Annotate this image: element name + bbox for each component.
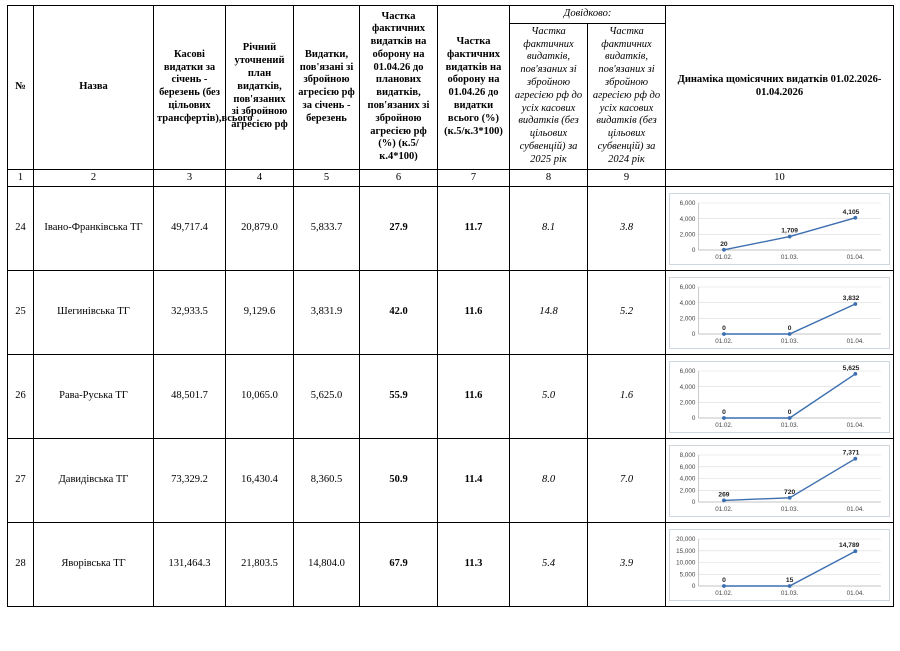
- header-ref-2025: Частка фактичних видатків, пов'язаних зі збройною агресією рф до усіх касових видатків (без цільових субвенцій) за 2025 рік: [510, 23, 588, 169]
- row-num: 25: [8, 271, 34, 355]
- row-num: 24: [8, 187, 34, 271]
- header-monthly-dynamics: Динаміка щомісячних видатків 01.02.2026-01.04.2026: [666, 6, 894, 170]
- svg-text:01.03.: 01.03.: [780, 253, 799, 261]
- row-cash: 48,501.7: [154, 355, 226, 439]
- svg-text:20: 20: [720, 240, 728, 248]
- svg-text:0: 0: [691, 583, 696, 591]
- colnum-1: 1: [8, 169, 34, 187]
- column-number-row: [8, 169, 894, 187]
- table-row: [8, 523, 894, 607]
- row-name: Яворівська ТГ: [34, 523, 154, 607]
- line-chart: [669, 445, 890, 517]
- row-fact: 3,831.9: [294, 271, 360, 355]
- row-num: 28: [8, 523, 34, 607]
- svg-text:1,709: 1,709: [781, 227, 798, 235]
- row-share-plan: 55.9: [360, 355, 438, 439]
- svg-text:0: 0: [722, 576, 726, 584]
- row-chart-cell: [666, 355, 894, 439]
- row-name: Рава-Руська ТГ: [34, 355, 154, 439]
- svg-text:4,000: 4,000: [679, 475, 696, 483]
- svg-text:01.03.: 01.03.: [780, 337, 799, 345]
- row-num: 26: [8, 355, 34, 439]
- row-ref-2024: 7.0: [588, 439, 666, 523]
- row-ref-2025: 8.0: [510, 439, 588, 523]
- svg-text:4,000: 4,000: [679, 215, 696, 223]
- svg-text:6,000: 6,000: [679, 200, 696, 208]
- row-chart-cell: [666, 187, 894, 271]
- row-plan: 16,430.4: [226, 439, 294, 523]
- row-ref-2025: 14.8: [510, 271, 588, 355]
- svg-text:0: 0: [787, 324, 792, 332]
- svg-text:14,789: 14,789: [838, 542, 860, 550]
- colnum-3: 3: [154, 169, 226, 187]
- row-plan: 20,879.0: [226, 187, 294, 271]
- header-war-expenditures: Видатки, пов'язані зі збройною агресією рф за січень - березень: [294, 6, 360, 170]
- colnum-5: 5: [294, 169, 360, 187]
- table-row: [8, 355, 894, 439]
- row-share-total: 11.6: [438, 271, 510, 355]
- svg-text:01.04.: 01.04.: [846, 505, 865, 513]
- svg-text:4,000: 4,000: [679, 299, 696, 307]
- row-share-plan: 67.9: [360, 523, 438, 607]
- row-chart-cell: [666, 271, 894, 355]
- colnum-8: 8: [510, 169, 588, 187]
- svg-text:0: 0: [722, 408, 726, 416]
- line-chart: [669, 277, 890, 349]
- table-body: [8, 187, 894, 607]
- row-fact: 5,625.0: [294, 355, 360, 439]
- svg-text:01.04.: 01.04.: [846, 421, 865, 429]
- line-chart: [669, 193, 890, 265]
- svg-text:8,000: 8,000: [679, 452, 696, 460]
- row-fact: 8,360.5: [294, 439, 360, 523]
- colnum-10: 10: [666, 169, 894, 187]
- svg-text:01.04.: 01.04.: [846, 253, 865, 261]
- row-ref-2024: 3.8: [588, 187, 666, 271]
- svg-text:6,000: 6,000: [679, 284, 696, 292]
- svg-text:7,371: 7,371: [842, 449, 860, 457]
- expenditures-table: [7, 5, 894, 607]
- row-chart-cell: [666, 523, 894, 607]
- row-cash: 49,717.4: [154, 187, 226, 271]
- row-share-total: 11.4: [438, 439, 510, 523]
- row-cash: 32,933.5: [154, 271, 226, 355]
- header-share-of-plan: Частка фактичних видатків на оборону на 01.04.26 до планових видатків, пов'язаних зі збройною агресією рф (%) (к.5/к.4*100): [360, 6, 438, 170]
- svg-text:269: 269: [718, 491, 730, 499]
- row-cash: 73,329.2: [154, 439, 226, 523]
- header-num: №: [8, 6, 34, 170]
- svg-text:3,832: 3,832: [842, 294, 860, 302]
- header-ref-2024: Частка фактичних видатків, пов'язаних зі збройною агресією рф до усіх касових видатків (без цільових субвенцій) за 2024 рік: [588, 23, 666, 169]
- svg-text:20,000: 20,000: [676, 536, 696, 544]
- svg-text:2,000: 2,000: [679, 399, 696, 407]
- row-chart-cell: [666, 439, 894, 523]
- header-name: Назва: [34, 6, 154, 170]
- row-fact: 5,833.7: [294, 187, 360, 271]
- svg-text:2,000: 2,000: [679, 231, 696, 239]
- svg-text:2,000: 2,000: [679, 487, 696, 495]
- colnum-6: 6: [360, 169, 438, 187]
- header-cash-expenditures: Касові видатки за січень - березень (без цільових трансфертів),всього: [154, 6, 226, 170]
- svg-text:5,625: 5,625: [842, 364, 860, 372]
- line-chart: [669, 361, 890, 433]
- svg-text:0: 0: [722, 324, 726, 332]
- row-ref-2025: 5.0: [510, 355, 588, 439]
- row-ref-2024: 1.6: [588, 355, 666, 439]
- row-share-plan: 50.9: [360, 439, 438, 523]
- svg-text:01.02.: 01.02.: [715, 589, 733, 597]
- svg-text:01.02.: 01.02.: [715, 421, 733, 429]
- svg-text:15: 15: [785, 576, 794, 584]
- svg-text:6,000: 6,000: [679, 368, 696, 376]
- svg-text:2,000: 2,000: [679, 315, 696, 323]
- svg-text:0: 0: [691, 415, 696, 423]
- row-num: 27: [8, 439, 34, 523]
- svg-text:10,000: 10,000: [676, 559, 696, 567]
- row-ref-2025: 8.1: [510, 187, 588, 271]
- row-share-plan: 42.0: [360, 271, 438, 355]
- svg-text:4,105: 4,105: [842, 208, 860, 216]
- svg-text:01.03.: 01.03.: [780, 589, 799, 597]
- row-ref-2025: 5.4: [510, 523, 588, 607]
- svg-text:0: 0: [787, 408, 792, 416]
- svg-text:15,000: 15,000: [676, 547, 696, 555]
- row-name: Івано-Франківська ТГ: [34, 187, 154, 271]
- row-share-total: 11.7: [438, 187, 510, 271]
- svg-text:01.02.: 01.02.: [715, 253, 733, 261]
- row-fact: 14,804.0: [294, 523, 360, 607]
- table-row: [8, 271, 894, 355]
- header-dovidkovo: Довідково:: [510, 6, 666, 24]
- svg-text:5,000: 5,000: [679, 571, 696, 579]
- line-chart: [669, 529, 890, 601]
- row-name: Шегинівська ТГ: [34, 271, 154, 355]
- svg-text:0: 0: [691, 247, 696, 255]
- row-plan: 9,129.6: [226, 271, 294, 355]
- svg-text:0: 0: [691, 331, 696, 339]
- row-plan: 21,803.5: [226, 523, 294, 607]
- row-name: Давидівська ТГ: [34, 439, 154, 523]
- header-share-of-total: Частка фактичних видатків на оборону на 01.04.26 до видатки всього (%) (к.5/к.3*100): [438, 6, 510, 170]
- svg-text:01.03.: 01.03.: [780, 421, 799, 429]
- colnum-7: 7: [438, 169, 510, 187]
- svg-text:720: 720: [784, 488, 796, 496]
- row-plan: 10,065.0: [226, 355, 294, 439]
- row-share-plan: 27.9: [360, 187, 438, 271]
- row-ref-2024: 3.9: [588, 523, 666, 607]
- row-ref-2024: 5.2: [588, 271, 666, 355]
- svg-text:0: 0: [691, 499, 696, 507]
- colnum-9: 9: [588, 169, 666, 187]
- colnum-4: 4: [226, 169, 294, 187]
- header-annual-plan: Річний уточнений план видатків, пов'язаних зі збройною агресією рф: [226, 6, 294, 170]
- svg-text:01.02.: 01.02.: [715, 505, 733, 513]
- svg-text:01.04.: 01.04.: [846, 589, 865, 597]
- table-row: [8, 439, 894, 523]
- colnum-2: 2: [34, 169, 154, 187]
- row-share-total: 11.3: [438, 523, 510, 607]
- svg-text:01.03.: 01.03.: [780, 505, 799, 513]
- table-row: [8, 187, 894, 271]
- svg-text:4,000: 4,000: [679, 383, 696, 391]
- row-share-total: 11.6: [438, 355, 510, 439]
- svg-text:01.02.: 01.02.: [715, 337, 733, 345]
- svg-text:01.04.: 01.04.: [846, 337, 865, 345]
- svg-text:6,000: 6,000: [679, 463, 696, 471]
- table-header: [8, 6, 894, 187]
- row-cash: 131,464.3: [154, 523, 226, 607]
